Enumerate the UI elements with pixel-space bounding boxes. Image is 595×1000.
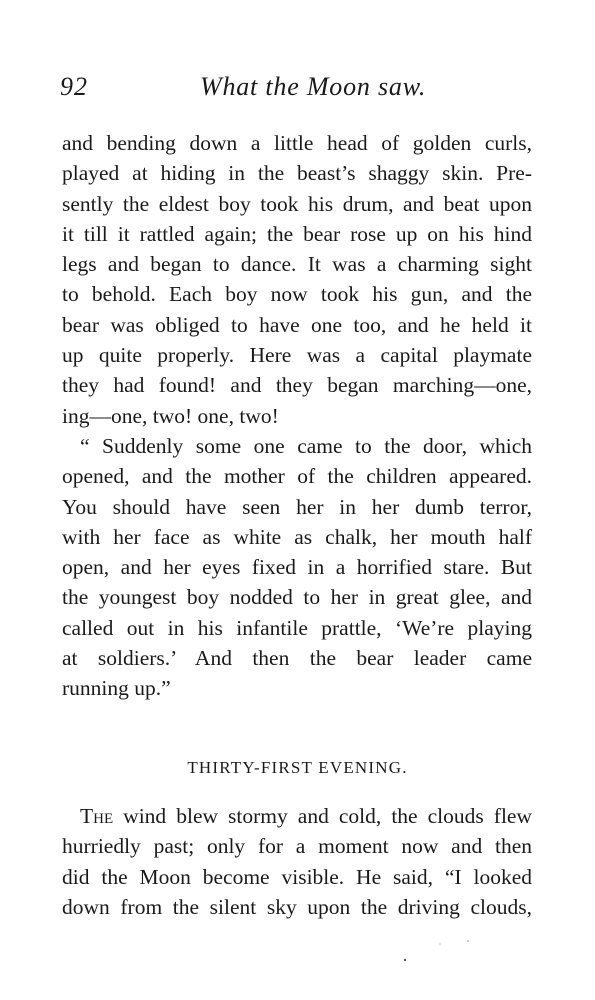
body-text-section-1 (62, 128, 532, 704)
text-line: bear was obliged to have one too, and he held it (62, 312, 532, 337)
text-line: ing—one, two! one, two! (62, 403, 279, 428)
page-number: 92 (60, 72, 88, 101)
text-line: down from the silent sky upon the driving clouds, (62, 894, 532, 919)
page-header (60, 72, 530, 108)
text-line: sently the eldest boy took his drum, and beat upon (62, 191, 532, 216)
text-line: opened, and the mother of the children appeared. (62, 464, 532, 489)
ink-speck (467, 940, 469, 942)
text-line: to behold. Each boy now took his gun, and the (62, 282, 532, 307)
text-line: open, and her eyes fixed in a horrified stare. But (62, 555, 532, 580)
text-line: and bending down a little head of golden curls, (62, 131, 532, 155)
text-line: You should have seen her in her dumb terror, (62, 494, 532, 519)
text-line: the youngest boy nodded to her in great glee, and (62, 585, 532, 610)
text-line: up quite properly. Here was a capital playmate (62, 343, 532, 368)
text-line: they had found! and they began marching—one, (62, 373, 532, 398)
text-line: running up.” (62, 676, 171, 701)
text-line (62, 801, 532, 831)
text-line: called out in his infantile prattle, ‘We’re playing (62, 615, 532, 640)
ink-speck (439, 943, 440, 944)
text-line: legs and began to dance. It was a charming sight (62, 252, 532, 277)
text-line: hurriedly past; only for a moment now and then (62, 834, 532, 859)
text-line: at soldiers.’ And then the bear leader came (62, 646, 532, 671)
text-line: it till it rattled again; the bear rose up on his hind (62, 221, 532, 246)
body-text-section-2 (62, 801, 532, 922)
text-line: did the Moon become visible. He said, “I looked (62, 864, 532, 889)
text-line: with her face as white as chalk, her mouth half (62, 524, 532, 549)
opening-word: The (80, 804, 114, 828)
text-line: “ Suddenly some one came to the door, which (80, 433, 532, 458)
ink-speck (404, 959, 406, 961)
text-line: played at hiding in the beast’s shaggy skin. Pre- (62, 161, 532, 186)
text-line-rest: wind blew stormy and cold, the clouds flew (113, 804, 532, 828)
section-heading: THIRTY-FIRST EVENING. (187, 758, 408, 777)
running-title: What the Moon saw. (200, 72, 427, 101)
